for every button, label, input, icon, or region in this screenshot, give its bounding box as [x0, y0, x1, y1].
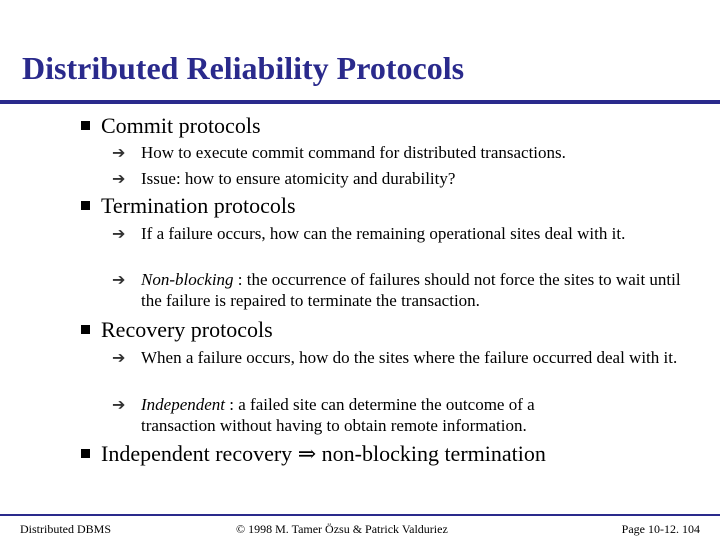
- arrow-right-icon: ➔: [112, 350, 126, 367]
- point-commit-1: How to execute commit command for distributed transactions.: [141, 143, 566, 162]
- heading-left: Independent recovery: [101, 441, 293, 466]
- heading-right: non-blocking termination: [321, 441, 546, 466]
- arrow-right-icon: ➔: [112, 272, 126, 289]
- point-commit-2: Issue: how to ensure atomicity and durability?: [141, 169, 456, 188]
- term-independent: Independent: [141, 395, 226, 414]
- point-termination-2-text: : the occurrence of failures should not force the sites to wait until the failure is repaired to terminate the transaction.: [141, 270, 681, 310]
- footer-left: Distributed DBMS: [20, 522, 112, 536]
- footer-divider: [0, 514, 720, 516]
- title-divider: [0, 100, 720, 104]
- arrow-right-icon: ➔: [112, 226, 126, 243]
- arrow-right-icon: ➔: [112, 145, 126, 162]
- footer-center: © 1998 M. Tamer Özsu & Patrick Valduriez: [236, 522, 448, 536]
- term-non-blocking: Non-blocking: [141, 270, 234, 289]
- section-heading-termination: Termination protocols: [101, 193, 296, 218]
- arrow-right-icon: ➔: [112, 397, 126, 414]
- section-heading-commit: Commit protocols: [101, 113, 261, 138]
- footer-right: Page 10-12. 104: [621, 522, 700, 536]
- point-termination-1: If a failure occurs, how can the remaining operational sites deal with it.: [141, 224, 626, 243]
- point-recovery-2: [141, 394, 611, 436]
- arrow-right-icon: ➔: [112, 171, 126, 188]
- square-bullet-icon: [81, 121, 90, 130]
- square-bullet-icon: [81, 449, 90, 458]
- implies-icon: ⇒: [297, 441, 317, 466]
- square-bullet-icon: [81, 201, 90, 210]
- point-recovery-2-text: : a failed site can determine the outcome of a transaction without having to obtain remote information.: [141, 395, 535, 435]
- point-termination-2: [141, 269, 681, 311]
- slide-title: Distributed Reliability Protocols: [22, 50, 465, 86]
- section-heading-independent-recovery: [101, 443, 546, 465]
- section-heading-recovery: Recovery protocols: [101, 317, 273, 342]
- point-recovery-1: When a failure occurs, how do the sites where the failure occurred deal with it.: [141, 348, 678, 367]
- square-bullet-icon: [81, 325, 90, 334]
